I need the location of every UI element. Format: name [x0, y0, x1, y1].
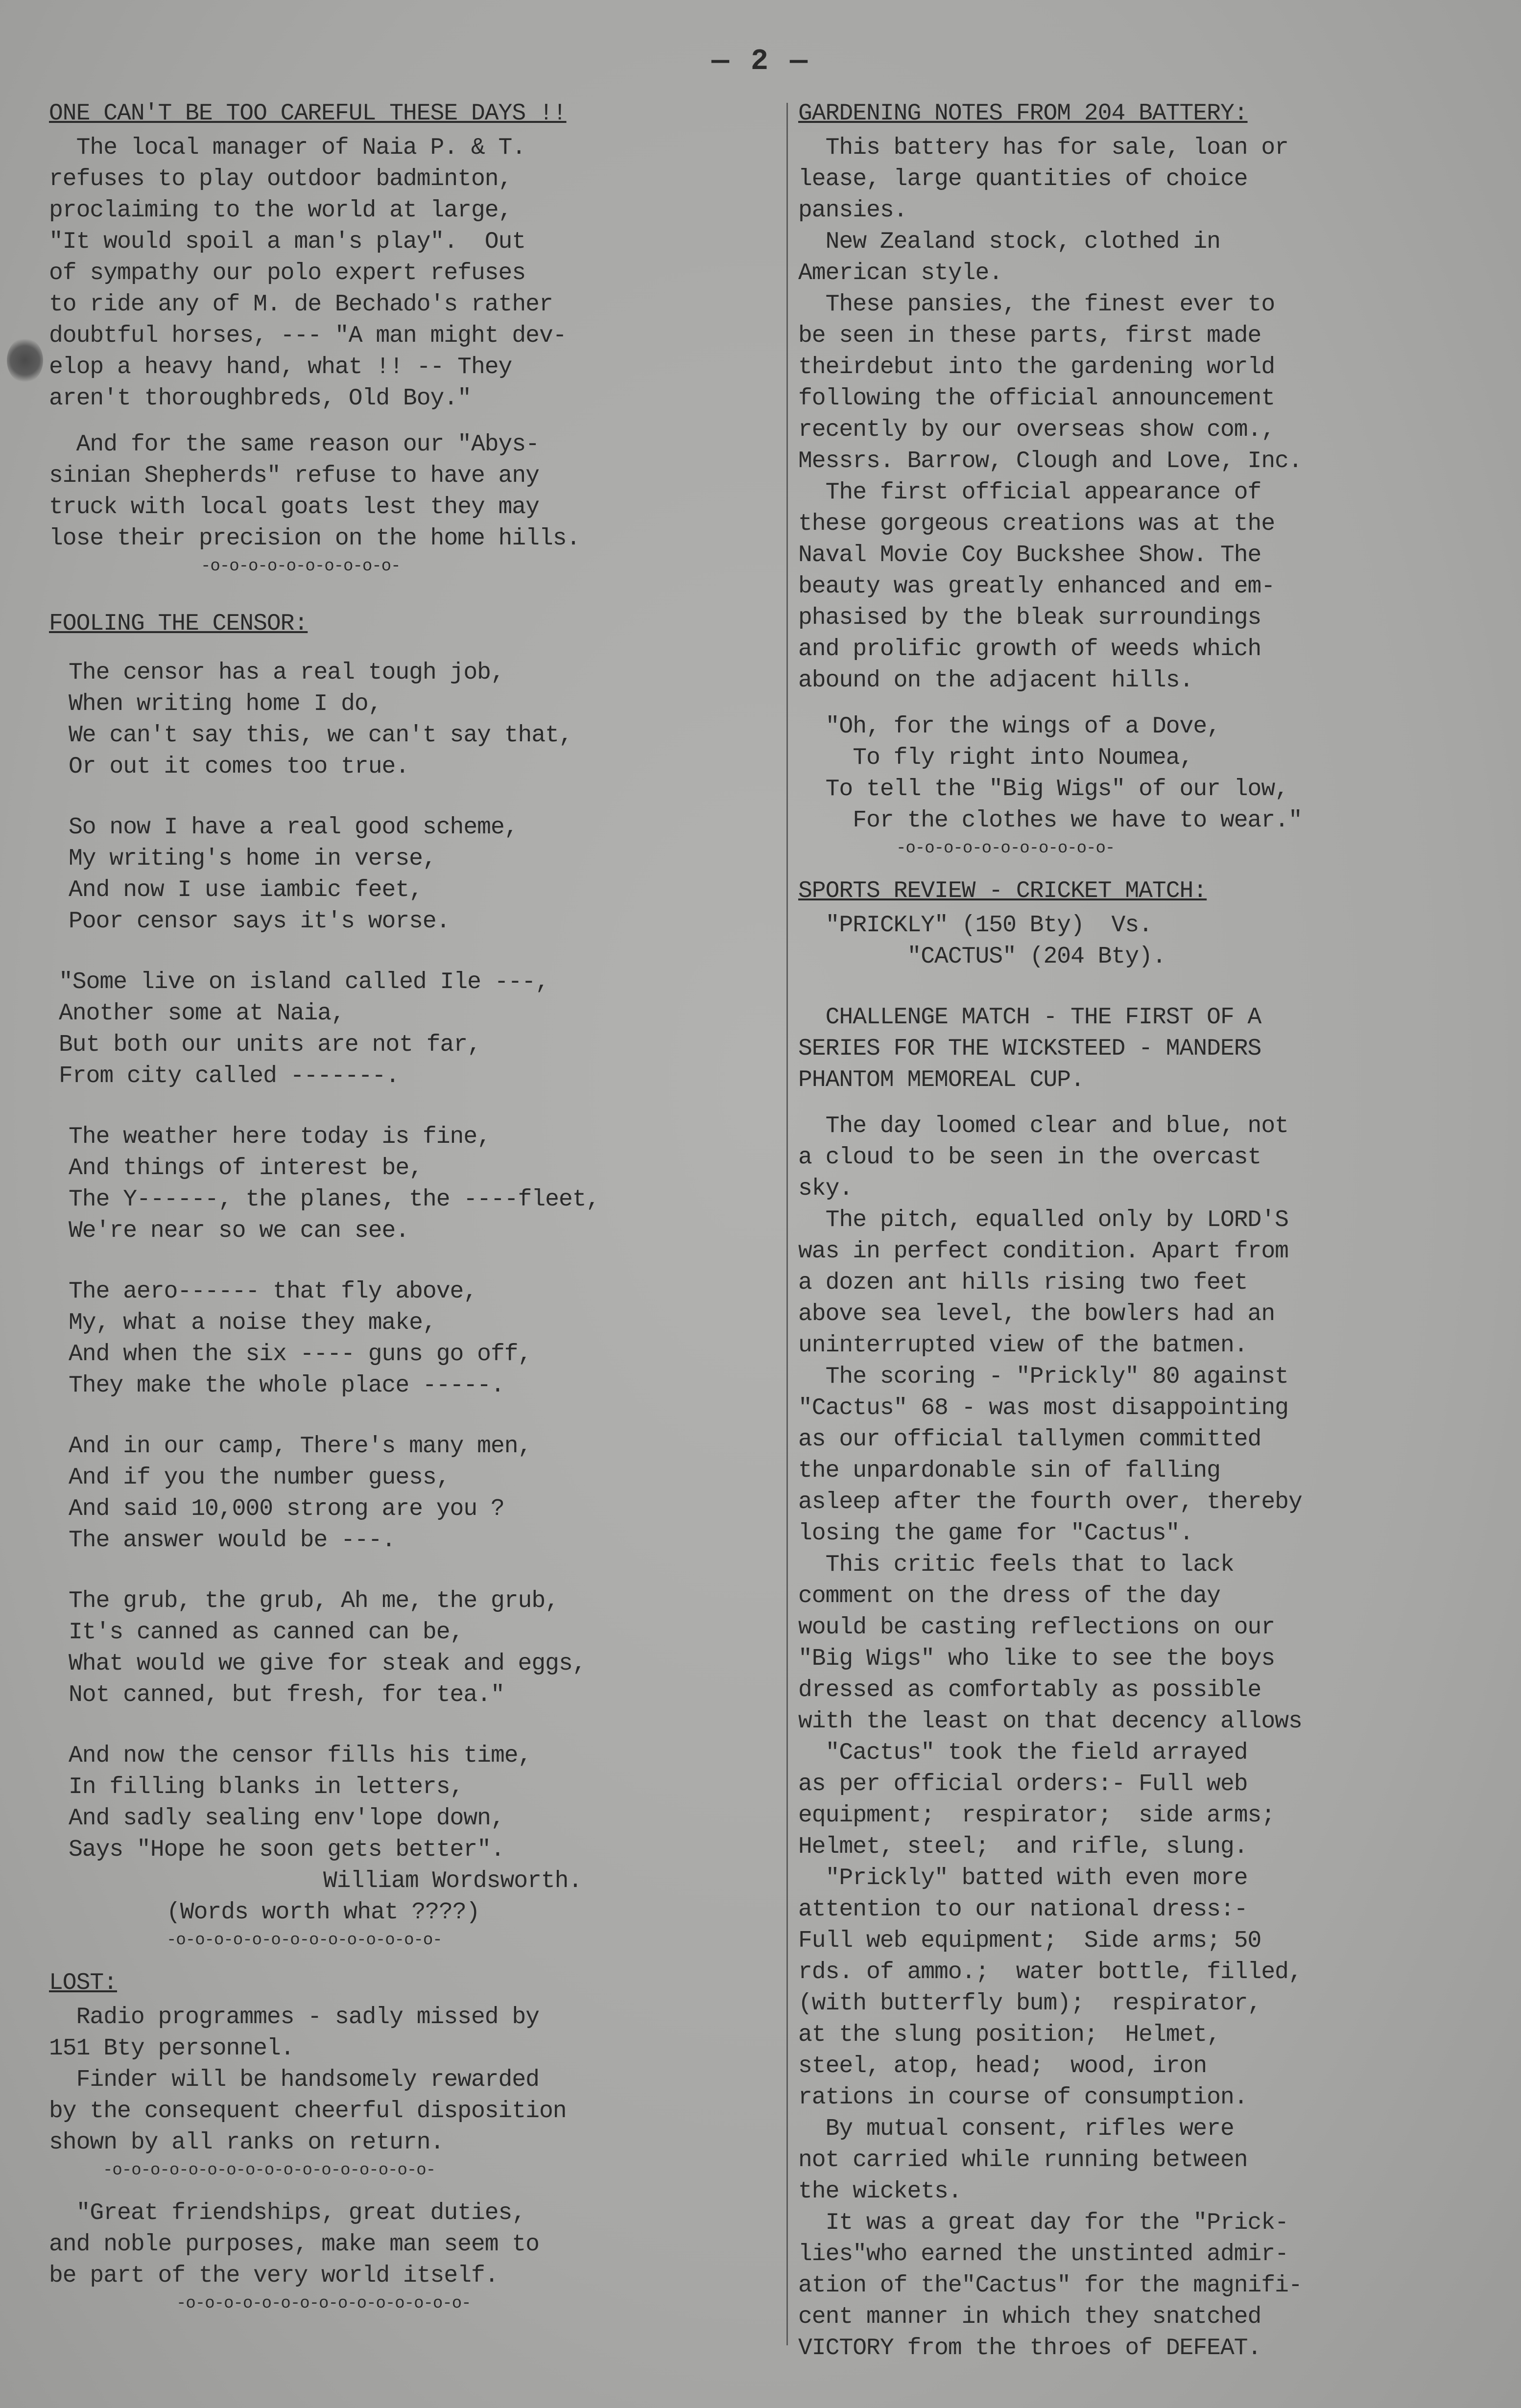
separator: -o-o-o-o-o-o-o-o-o-o-o-o-o-o-o-o-o- — [103, 2161, 436, 2180]
poem-author-note: (Words worth what ????) — [166, 1899, 480, 1926]
poem-stanza: And now the censor fills his time, In filling blanks in letters, And sadly sealing env'lope down, Says "Hope he soon gets better". — [69, 1743, 532, 1863]
poem-stanza: The weather here today is fine, And things of interest be, The Y------, the planes, the ----fleet, We're near so we can see. — [69, 1124, 600, 1244]
poem-stanza: The grub, the grub, Ah me, the grub, It's canned as canned can be, What would we give for steak and eggs, Not canned, but fresh, for tea." — [69, 1588, 586, 1708]
censor-heading: FOOLING THE CENSOR: — [49, 611, 308, 637]
separator: -o-o-o-o-o-o-o-o-o-o- — [201, 557, 401, 576]
careful-paragraph-2: And for the same reason our "Abys- sinian Shepherds" refuse to have any truck with local goats lest they may lose their precision on the home hills. — [49, 431, 580, 552]
separator: -o-o-o-o-o-o-o-o-o-o-o- — [896, 839, 1115, 858]
match-line: "PRICKLY" (150 Bty) Vs. — [798, 912, 1152, 939]
gardening-heading: GARDENING NOTES FROM 204 BATTERY: — [798, 100, 1248, 127]
careful-paragraph-1: The local manager of Naia P. & T. refuses to play outdoor badminton, proclaiming to the world at large, "It would spoil a man's play". Out of sympathy our polo expert refuses to ride any of M. de Bechado's rather doubtful horses, --- "A man might dev- elop a heavy hand, what !! -- They aren't thoroughbreds, Old Boy." — [49, 135, 567, 412]
lost-heading: LOST: — [49, 1970, 118, 1996]
poem-stanza: So now I have a real good scheme, My writing's home in verse, And now I use iambic feet, Poor censor says it's worse. — [69, 814, 518, 935]
poem-stanza: "Some live on island called Ile ---, Another some at Naia, But both our units are not far, From city called -------. — [59, 969, 549, 1089]
separator: -o-o-o-o-o-o-o-o-o-o-o-o-o-o- — [166, 1931, 442, 1950]
column-divider — [786, 103, 788, 2345]
match-line: "CACTUS" (204 Bty). — [798, 944, 1166, 970]
quote-paragraph: "Great friendships, great duties, and noble purposes, make man seem to be part of the very world itself. — [49, 2200, 539, 2289]
challenge-title: CHALLENGE MATCH - THE FIRST OF A SERIES FOR THE WICKSTEED - MANDERS PHANTOM MEMOREAL CUP. — [798, 1004, 1261, 1093]
left-column — [49, 98, 774, 2316]
lost-paragraph: Radio programmes - sadly missed by 151 Bty personnel. Finder will be handsomely rewarded by the consequent cheerful disposition shown by all ranks on return. — [49, 2004, 567, 2156]
page-number: — 2 — — [711, 45, 810, 78]
poem-stanza: And in our camp, There's many men, And if you the number guess, And said 10,000 strong are you ? The answer would be ---. — [69, 1433, 532, 1554]
right-column — [798, 98, 1484, 2364]
poem-stanza: The censor has a real tough job, When writing home I do, We can't say this, we can't say that, Or out it comes too true. — [69, 660, 572, 780]
gardening-paragraph: This battery has for sale, loan or lease, large quantities of choice pansies. New Zealand stock, clothed in American style. These pansies, the finest ever to be seen in these parts, first made theirdebut into the gardening world following the official announcement recently by our overseas show com., Messrs. Barrow, Clough and Love, Inc. The first official appearance of these gorgeous creations was at the Naval Movie Coy Buckshee Show. The beauty was greatly enhanced and em- phasised by the bleak surroundings and prolific growth of weeds which abound on the adjacent hills. — [798, 135, 1302, 694]
careful-heading: ONE CAN'T BE TOO CAREFUL THESE DAYS !! — [49, 100, 567, 127]
sports-heading: SPORTS REVIEW - CRICKET MATCH: — [798, 878, 1207, 904]
cricket-report: The day loomed clear and blue, not a cloud to be seen in the overcast sky. The pitch, equalled only by LORD'S was in perfect condition. Apart from a dozen ant hills rising two feet above sea level, the bowlers had an uninterrupted view of the batmen. The scoring - "Prickly" 80 against "Cactus" 68 - was most disappointing as our official tallymen committed the unpardonable sin of falling asleep after the fourth over, thereby losing the game for "Cactus". This critic feels that to lack comment on the dress of the day would be casting reflections on our "Big Wigs" who like to see the boys dressed as comfortably as possible with the least on that decency allows "Cactus" took the field arrayed as per official orders:- Full web equipment; respirator; side arms; Helmet, steel; and rifle, slung. "Prickly" batted with even more attention to our national dress:- Full web equipment; Side arms; 50 rds. of ammo.; water bottle, filled, (with butterfly bum); respirator, at the slung position; Helmet, steel, atop, head; wood, iron rations in course of consumption. By mutual consent, rifles were not carried while running between the wickets. It was a great day for the "Prick- lies"who earned the unstinted admir- ation of the"Cactus" for the magnifi- cent manner in which they snatched VICTORY from the throes of DEFEAT. — [798, 1113, 1302, 2361]
gardening-verse: "Oh, for the wings of a Dove, To fly right into Noumea, To tell the "Big Wigs" of our low, For the clothes we have to wear." — [825, 713, 1302, 834]
poem-stanza: The aero------ that fly above, My, what a noise they make, And when the six ---- guns go off, They make the whole place -----. — [69, 1278, 532, 1399]
separator: -o-o-o-o-o-o-o-o-o-o-o-o-o-o-o- — [176, 2294, 471, 2313]
censor-poem — [49, 657, 774, 1865]
ink-blot — [7, 338, 43, 383]
poem-author: William Wordsworth. — [323, 1868, 582, 1894]
